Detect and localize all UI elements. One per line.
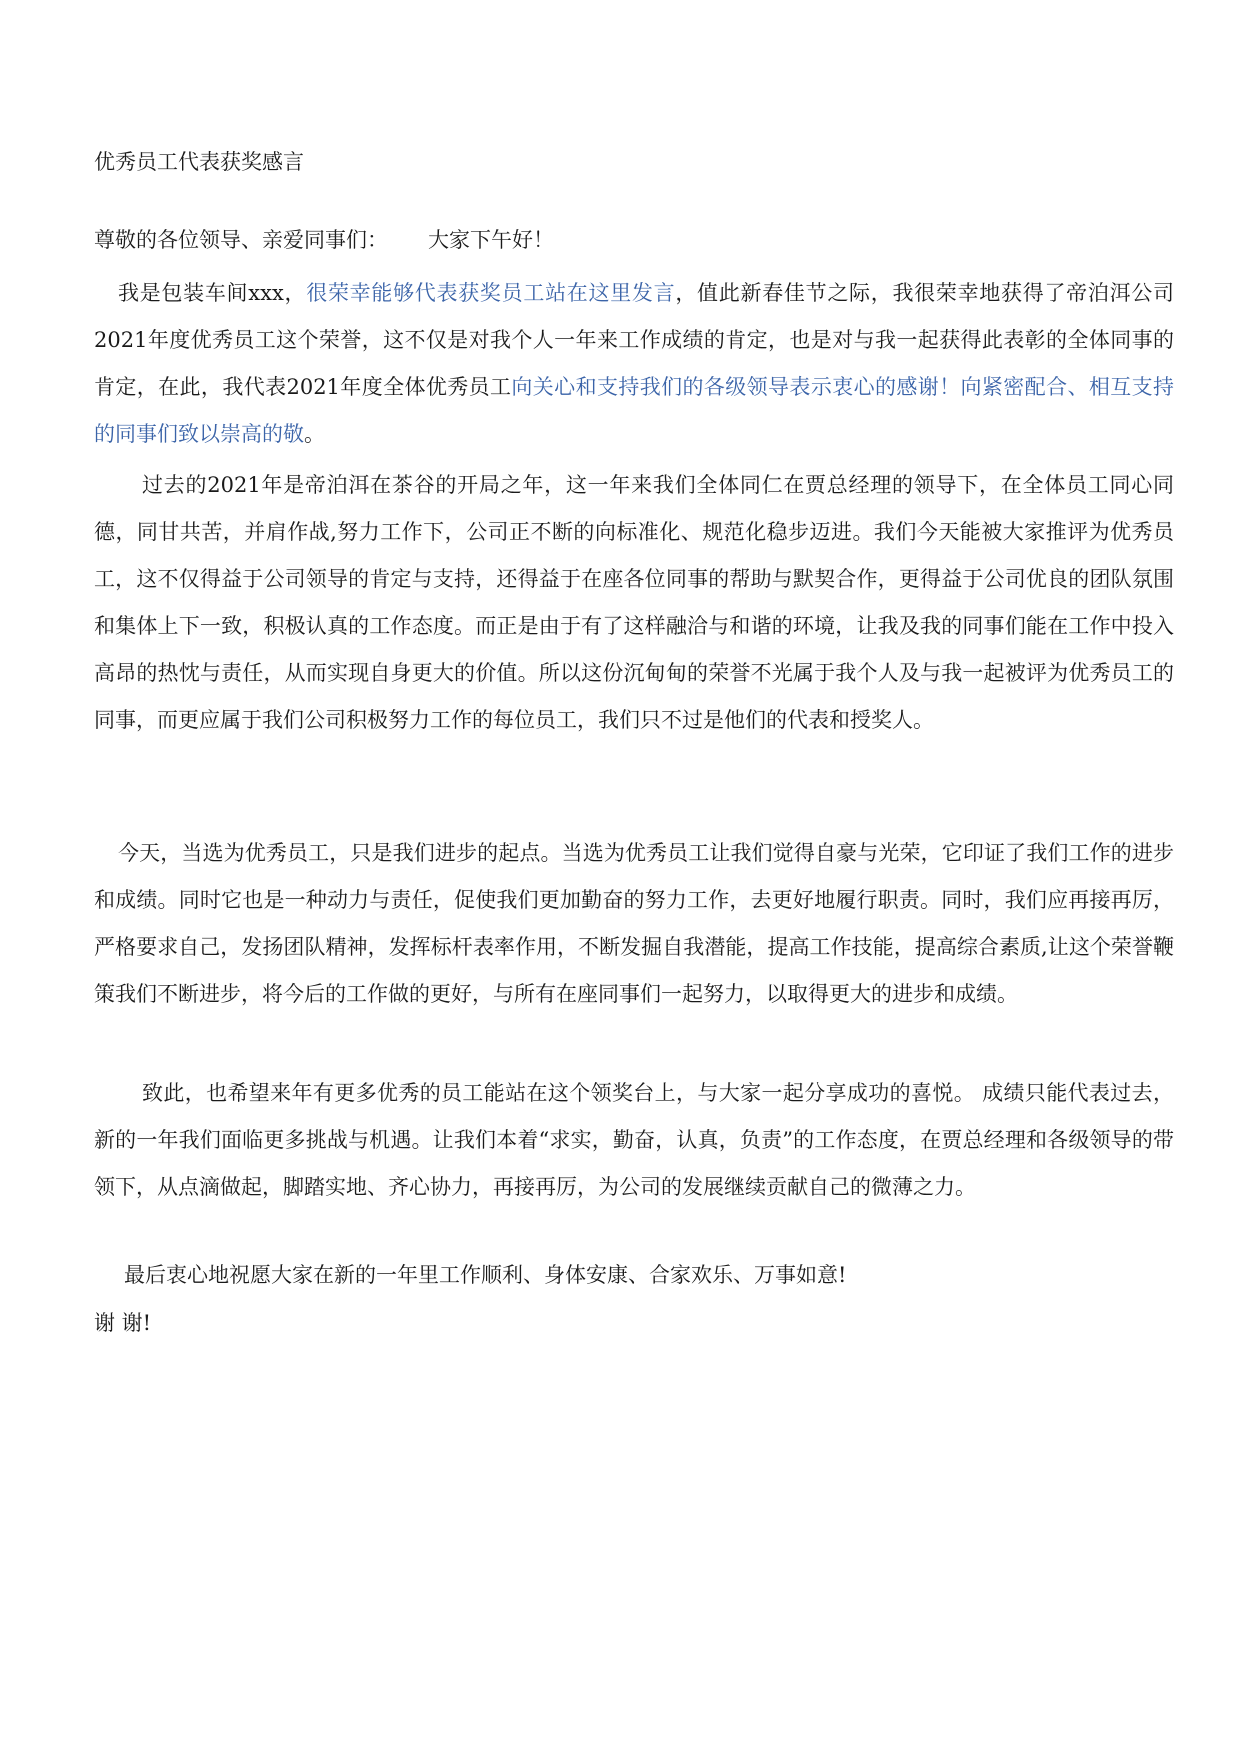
- paragraph-today: 今天，当选为优秀员工，只是我们进步的起点。当选为优秀员工让我们觉得自豪与光荣，它印证了我们工作的进步和成绩。同时它也是一种动力与责任，促使我们更加勤奋的努力工作，去更好地履行职责。同时，我们应再接再厉，严格要求自己，发扬团队精神，发挥标杆表率作用，不断发掘自我潜能，提高工作技能，提高综合素质,让这个荣誉鞭策我们不断进步，将今后的工作做的更好，与所有在座同事们一起努力，以取得更大的进步和成绩。: [94, 841, 1174, 1006]
- paragraph-past-year: 过去的2021年是帝泊洱在茶谷的开局之年，这一年来我们全体同仁在贾总经理的领导下，在全体员工同心同德，同甘共苦，并肩作战,努力工作下，公司正不断的向标准化、规范化稳步迈进。我们今天能被大家推评为优秀员工，这不仅得益于公司领导的肯定与支持，还得益于在座各位同事的帮助与默契合作，更得益于公司优良的团队氛围和集体上下一致，积极认真的工作态度。而正是由于有了这样融洽与和谐的环境，让我及我的同事们能在工作中投入高昂的热忱与责任，从而实现自身更大的价值。所以这份沉甸甸的荣誉不光属于我个人及与我一起被评为优秀员工的同事，而更应属于我们公司积极努力工作的每位员工，我们只不过是他们的代表和授奖人。: [94, 473, 1174, 732]
- intro-text-1: 我是包装车间xxx，: [118, 281, 307, 305]
- intro-highlight-1: 很荣幸能够代表获奖员工站在这里发言: [306, 281, 676, 305]
- closing-wish: 最后衷心地祝愿大家在新的一年里工作顺利、身体安康、合家欢乐、万事如意!: [124, 1263, 847, 1287]
- salutation-greeting: 大家下午好！: [428, 228, 554, 252]
- intro-highlight-2: 向关心和支持我们的各级领导表示衷心的感谢！向紧密配合、相互支持的同事们致以崇高的敬: [94, 375, 1174, 446]
- salutation-line: [94, 226, 554, 254]
- document-title: 优秀员工代表获奖感言: [94, 150, 304, 174]
- intro-text-2: ，值此新春佳节之际，我很荣幸地获得了帝泊洱公司2021年度优秀员工这个荣誉，这不仅是对我个人一年来工作成绩的肯定，也是对与我一起获得此表彰的全体同事的肯定，在此，我代表2021年度全体优秀员工: [94, 281, 1175, 399]
- paragraph-intro: [94, 270, 1174, 458]
- salutation-address: 尊敬的各位领导、亲爱同事们：: [94, 228, 388, 252]
- paragraph-future: 致此，也希望来年有更多优秀的员工能站在这个领奖台上，与大家一起分享成功的喜悦。 成绩只能代表过去，新的一年我们面临更多挑战与机遇。让我们本着“求实，勤奋，认真，负责”的工作态度，在贾总经理和各级领导的带领下，从点滴做起，脚踏实地、齐心协力，再接再厉，为公司的发展继续贡献自己的微薄之力。: [94, 1081, 1174, 1199]
- thanks-line: 谢 谢!: [94, 1311, 152, 1335]
- intro-text-3: 。: [304, 422, 325, 446]
